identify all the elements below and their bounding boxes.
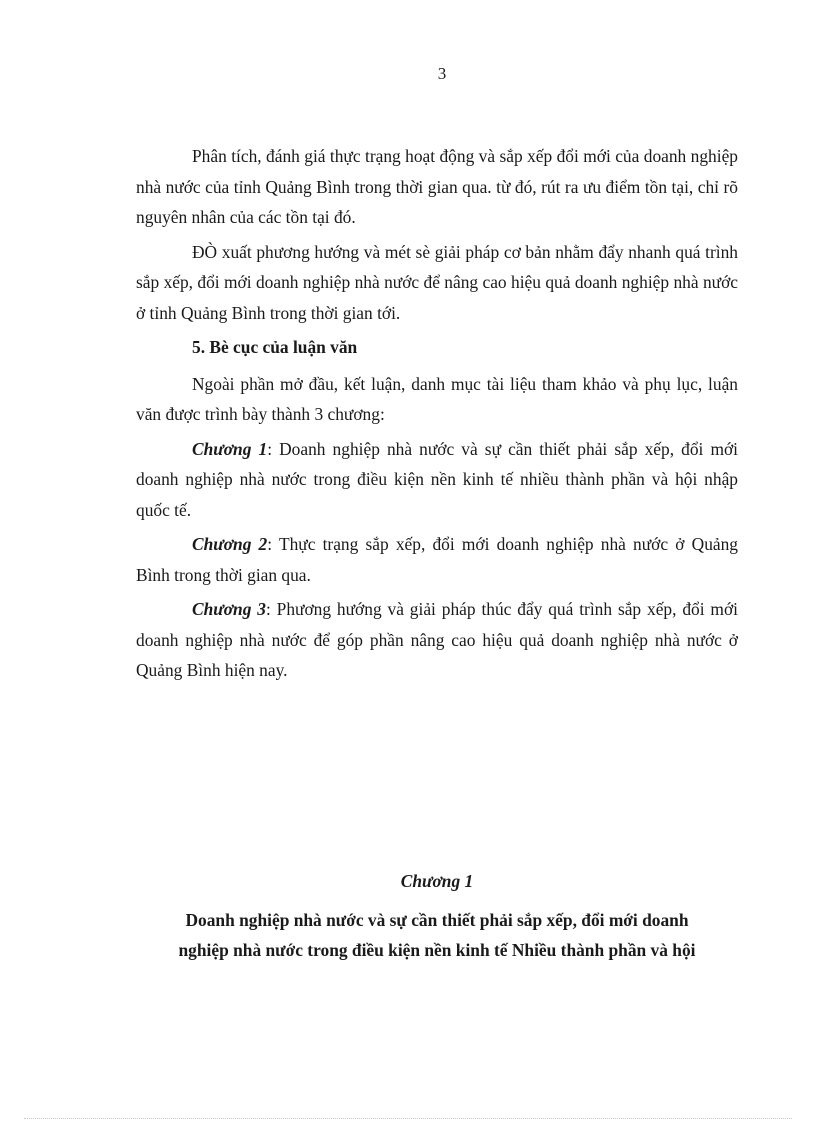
chapter-3-label: Chương 3 bbox=[192, 599, 266, 619]
paragraph-proposal: ĐÒ xuất phương hướng và mét sè giải pháp cơ bản nhằm đẩy nhanh quá trình sắp xếp, đổi mới doanh nghiệp nhà nước để nâng cao hiệu quả doanh nghiệp nhà nước ở tỉnh Quảng Bình trong thời gian tới. bbox=[136, 241, 738, 323]
paragraph-analysis: Phân tích, đánh giá thực trạng hoạt động và sắp xếp đổi mới của doanh nghiệp nhà nước của tỉnh Quảng Bình trong thời gian qua. từ đó, rút ra ưu điểm tồn tại, chỉ rõ nguyên nhân của các tồn tại đó. bbox=[136, 146, 738, 227]
chapter-1-label: Chương 1 bbox=[192, 438, 268, 459]
page-number: 3 bbox=[437, 64, 447, 83]
chapter-title-line-1: Doanh nghiệp nhà nước và sự cần thiết phải sắp xếp, đổi mới doanh bbox=[185, 909, 689, 930]
chapter-heading: Chương 1 bbox=[400, 871, 474, 891]
paragraph-structure-intro: Ngoài phần mở đầu, kết luận, danh mục tài liệu tham khảo và phụ lục, luận văn được trình bày thành 3 chương: bbox=[136, 373, 738, 424]
chapter-2-text: : Thực trạng sắp xếp, đổi mới doanh nghiệp nhà nước ở Quảng Bình trong thời gian qua. bbox=[136, 534, 738, 585]
paragraph-chapter-3 bbox=[136, 594, 738, 686]
body-text bbox=[136, 141, 738, 690]
chapter-3-text: : Phương hướng và giải pháp thúc đẩy quá trình sắp xếp, đổi mới doanh nghiệp nhà nước để góp phần nâng cao hiệu quả doanh nghiệp nhà nước ở Quảng Bình hiện nay. bbox=[136, 599, 738, 680]
chapter-title-block bbox=[120, 866, 754, 966]
section-heading: 5. Bè cục của luận văn bbox=[192, 337, 358, 357]
paragraph-chapter-1 bbox=[136, 434, 738, 526]
page-bottom-divider bbox=[24, 1118, 792, 1119]
chapter-2-label: Chương 2 bbox=[192, 534, 268, 554]
paragraph-chapter-2 bbox=[136, 529, 738, 590]
chapter-1-text: : Doanh nghiệp nhà nước và sự cần thiết phải sắp xếp, đổi mới doanh nghiệp nhà nước trong điều kiện nền kinh tế nhiều thành phần và hội nhập quốc tế. bbox=[136, 438, 739, 520]
chapter-title-line-2: nghiệp nhà nước trong điều kiện nền kinh tế Nhiều thành phần và hội bbox=[178, 940, 696, 960]
